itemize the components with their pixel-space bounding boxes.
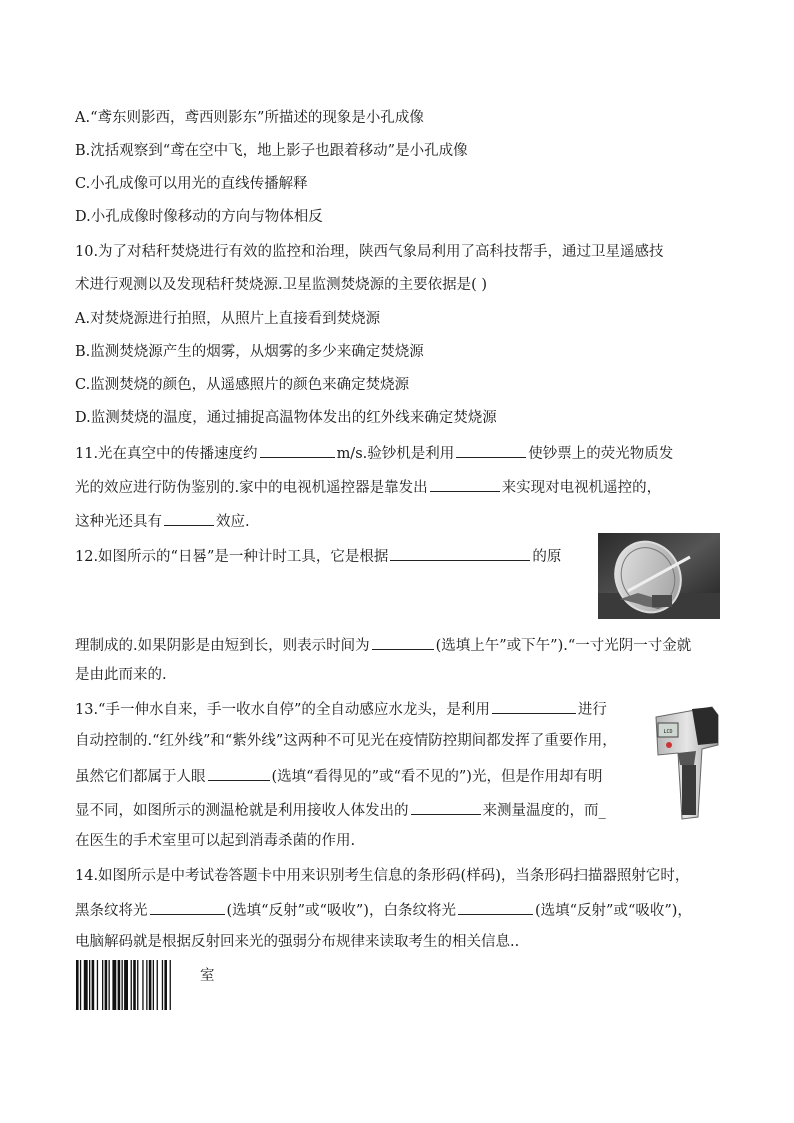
q12-text: (选填上午”或下午”).“一寸光阴一寸金就	[435, 638, 692, 654]
answer-blank[interactable]	[456, 442, 526, 458]
barcode-bar	[157, 960, 158, 1010]
barcode-bar	[170, 960, 171, 1010]
option-b-q9: B.沈括观察到“鸢在空中飞，地上影子也跟着移动”是小孔成像	[75, 143, 468, 159]
q11-text: 使钞票上的荧光物质发	[528, 446, 674, 462]
answer-blank[interactable]	[492, 698, 576, 714]
q12-text: 理制成的.如果阴影是由短到长，则表示时间为	[75, 638, 370, 654]
question-13-line-1	[75, 698, 607, 720]
q11-text: 来实现对电视机遥控的，	[501, 480, 662, 496]
answer-blank[interactable]	[164, 510, 214, 526]
q13-text: 来测量温度的，而_	[482, 803, 606, 819]
barcode-bar	[131, 960, 132, 1010]
question-13-line-5: 在医生的手术室里可以起到消毒杀菌的作用.	[75, 833, 356, 849]
answer-blank[interactable]	[390, 545, 530, 561]
question-11-line-3	[75, 510, 250, 532]
option-a-q9: A.“鸢东则影西，鸢西则影东”所描述的现象是小孔成像	[75, 110, 424, 126]
question-14-line-3: 电脑解码就是根据反射回来光的强弱分布规律来读取考生的相关信息..	[75, 934, 520, 950]
q11-text: m/s.验钞机是利用	[336, 446, 455, 462]
option-b-q10: B.监测焚烧源产生的烟雾，从烟雾的多少来确定焚烧源	[75, 344, 424, 360]
q11-text: 效应.	[216, 514, 250, 530]
barcode-bar	[102, 960, 103, 1010]
barcode-bar	[84, 960, 88, 1010]
q13-text: 虽然它们都属于人眼	[75, 769, 206, 785]
q12-text: 的原	[532, 549, 562, 565]
question-12-line-1	[75, 545, 561, 567]
barcode-bar	[122, 960, 123, 1010]
barcode-bar	[153, 960, 154, 1010]
question-11-line-1	[75, 442, 673, 464]
barcode-bar	[149, 960, 152, 1010]
barcode-bar	[146, 960, 147, 1010]
barcode-bar	[162, 960, 163, 1010]
barcode-bar	[92, 960, 95, 1010]
answer-blank[interactable]	[411, 799, 481, 815]
question-14-line-2	[75, 899, 692, 921]
q13-text: 显不同，如图所示的测温枪就是利用接收人体发出的	[75, 803, 409, 819]
option-d-q10: D.监测焚烧的温度，通过捕捉高温物体发出的红外线来确定焚烧源	[75, 410, 497, 426]
q11-text: 这种光还具有	[75, 514, 162, 530]
barcode-bar	[133, 960, 136, 1010]
question-10-stem-2: 术进行观测以及发现秸秆焚烧源.卫星监测焚烧源的主要依据是( )	[75, 277, 488, 293]
answer-blank[interactable]	[430, 476, 500, 492]
barcode-bar	[142, 960, 143, 1010]
question-11-line-2	[75, 476, 661, 498]
thermometer-display: LCD	[663, 729, 673, 735]
q13-text: 13.“手一伸水自来，手一收水自停”的全自动感应水龙头，是利用	[75, 702, 490, 718]
q13-text: (选填“看得见的”或“看不见的”)光，但是作用却有明	[271, 769, 603, 785]
barcode-bar	[109, 960, 110, 1010]
barcode-bar	[89, 960, 90, 1010]
barcode-bar	[76, 960, 79, 1010]
question-12-line-2	[75, 634, 691, 656]
option-c-q9: C.小孔成像可以用光的直线传播解释	[75, 176, 308, 192]
q14-text: (选填“反射”或“吸收”)，白条纹将光	[226, 903, 456, 919]
infrared-thermometer-photo	[652, 705, 720, 823]
barcode-image	[76, 960, 198, 1010]
q11-text: 11.光在真空中的传播速度约	[75, 446, 258, 462]
answer-blank[interactable]	[208, 765, 270, 781]
barcode-bar	[124, 960, 128, 1010]
q13-text: 进行	[577, 702, 607, 718]
option-a-q10: A.对焚烧源进行拍照，从照片上直接看到焚烧源	[75, 311, 381, 327]
barcode-bar	[137, 960, 138, 1010]
barcode-bar	[164, 960, 167, 1010]
q12-text: 12.如图所示的“日晷”是一种计时工具，它是根据	[75, 549, 389, 565]
question-14-line-1: 14.如图所示是中考试卷答题卡中用来识别考生信息的条形码(样码)，当条形码扫描器照射它时，	[75, 868, 690, 884]
sundial-photo	[598, 533, 720, 619]
option-d-q9: D.小孔成像时像移动的方向与物体相反	[75, 209, 323, 225]
question-13-line-4	[75, 799, 606, 821]
q11-text: 光的效应进行防伪鉴别的.家中的电视机遥控器是靠发出	[75, 480, 428, 496]
answer-blank[interactable]	[372, 634, 434, 650]
answer-blank[interactable]	[458, 899, 533, 915]
question-12-line-3: 是由此而来的.	[75, 667, 167, 683]
barcode-bar	[80, 960, 81, 1010]
barcode-bar	[97, 960, 98, 1010]
barcode-bar	[105, 960, 108, 1010]
barcode-bar	[118, 960, 121, 1010]
barcode-label: 室	[200, 968, 215, 984]
question-13-line-3	[75, 765, 602, 787]
answer-blank[interactable]	[150, 899, 225, 915]
question-10-stem-1: 10.为了对秸秆焚烧进行有效的监控和治理，陕西气象局利用了高科技帮手，通过卫星遥感技	[75, 244, 664, 260]
option-c-q10: C.监测焚烧的颜色，从遥感照片的颜色来确定焚烧源	[75, 377, 410, 393]
question-13-line-2: 自动控制的.“红外线”和“紫外线”这两种不可见光在疫情防控期间都发挥了重要作用，	[75, 733, 617, 749]
q14-text: 黑条纹将光	[75, 903, 148, 919]
q14-text: (选填“反射”或“吸收”)，	[534, 903, 692, 919]
answer-blank[interactable]	[260, 442, 335, 458]
barcode-bar	[112, 960, 116, 1010]
